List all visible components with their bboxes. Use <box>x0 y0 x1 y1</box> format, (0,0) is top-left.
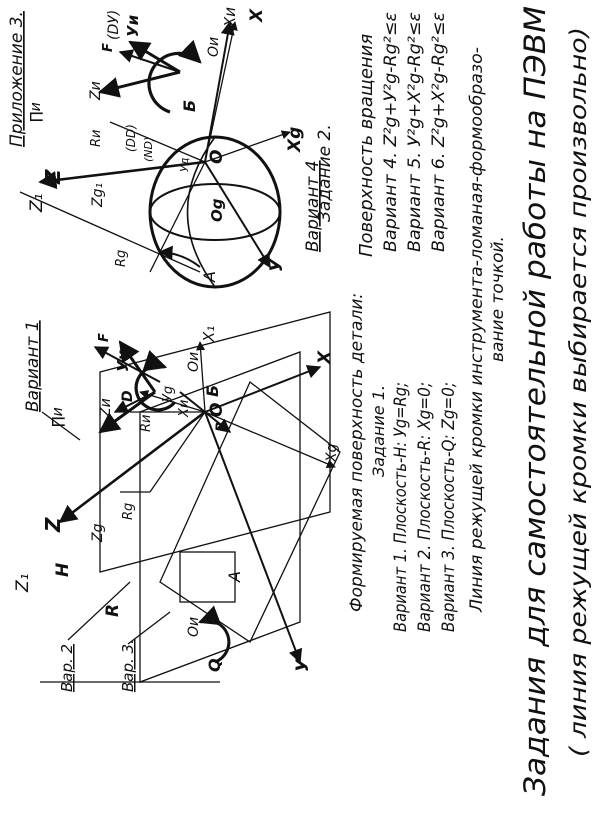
label-y: У <box>293 658 313 672</box>
task2-row-2: Вариант 5. У²g+X²g-Rg²≤ε <box>405 19 425 252</box>
label2-zg1: Zg₁ <box>90 182 106 207</box>
label2-rg: Rg <box>114 249 129 267</box>
label2-b: Б <box>180 99 199 112</box>
appendix-label: Приложение 3. <box>7 11 27 147</box>
label2-o: O <box>207 149 227 164</box>
label2-og: Og <box>208 198 226 222</box>
label-on: Oи <box>186 616 202 637</box>
label2-a: A <box>200 271 219 282</box>
edge-note-line-2: вание точкой. <box>488 236 508 362</box>
label-b: Б <box>203 384 222 397</box>
label2-y: У <box>267 258 287 272</box>
label-zg: Zg <box>90 523 106 542</box>
label-z1: Z₁ <box>13 573 33 592</box>
label-xg: Xg <box>324 443 340 462</box>
figure-variant-1 <box>13 312 340 692</box>
label2-x: X <box>247 8 267 22</box>
task1-row-3: Вариант 3. Плоскость-Q: Zg=0; <box>439 352 459 632</box>
label-xu: Xи <box>177 399 192 417</box>
label2-zu: Zи <box>88 81 104 100</box>
vector2-zu <box>100 72 180 92</box>
var3-leader <box>128 612 170 644</box>
rotation-arc-on <box>200 621 229 662</box>
label-f: F <box>97 333 112 342</box>
label2-xu: Xи <box>221 6 239 27</box>
label-a: A <box>225 571 244 582</box>
task1-heading: Формируемая поверхность детали: <box>347 292 367 612</box>
plane-q <box>160 382 340 642</box>
label-q: Q <box>205 658 224 672</box>
label2-yu: Уи <box>124 14 142 37</box>
plane-h <box>100 312 330 572</box>
label-v: В <box>214 421 230 432</box>
task1-title: Задание 1. <box>369 385 388 477</box>
caption-note: ( линия режущей кромки выбирается произвольно) <box>566 126 592 757</box>
var3-label: Вар. 3. <box>119 639 137 692</box>
var2-label: Вар. 2 <box>58 643 76 692</box>
label-r: R <box>103 603 123 617</box>
task2-row-1: Вариант 4. Z²g+У²g-Rg²≤ε <box>381 19 401 252</box>
task2-heading: Поверхность вращения <box>356 33 377 257</box>
figure1-title: Вариант 1 <box>23 320 43 412</box>
figure2-title: Вариант 4 <box>303 160 323 252</box>
label-h: H <box>53 562 73 577</box>
label-pu: ∏и <box>50 407 66 427</box>
label-x1: X₁ <box>200 325 218 342</box>
task2-title: Задание 2. <box>315 124 335 222</box>
label-o: O <box>207 402 227 417</box>
label2-ndd: (ND) <box>142 136 155 162</box>
label2-ru: Rи <box>89 129 104 147</box>
label-ou: Oи <box>186 351 202 372</box>
dim-rg <box>150 412 205 492</box>
task1-row-1: Вариант 1. Плоскость-Н: Уg=Rg; <box>391 342 411 632</box>
label2-ou: Oи <box>206 36 222 57</box>
label-yg: Уg <box>161 385 176 402</box>
figure-variant-4 <box>20 7 323 287</box>
edge-note-line-1: Линия режущей кромки инструмента-ломаная-формообразо- <box>467 57 487 612</box>
label2-pu: ∏и <box>28 102 44 122</box>
label-z: Z <box>41 517 65 532</box>
label2-z: Z <box>41 169 65 184</box>
task1-row-2: Вариант 2. Плоскость-R: Xg=0; <box>415 353 435 632</box>
label2-yd: Уд <box>178 157 191 172</box>
label2-z1: Z₁ <box>27 193 47 212</box>
label2-dy: (DУ) <box>106 9 122 40</box>
label2-f: F <box>101 43 116 52</box>
label-rg: Rg <box>121 502 136 520</box>
label-yu: Уи <box>114 349 132 372</box>
label-d: D <box>120 390 136 402</box>
rotated-content <box>7 6 592 796</box>
caption-main: Задания для самостоятельной работы на ПЭВМ <box>518 61 552 796</box>
label-zu: Zи <box>98 398 114 417</box>
label2-xg: Xg <box>285 126 305 152</box>
axis2-z1 <box>20 192 200 272</box>
task2-row-3: Вариант 6. Z²g+X²g-Rg²≤ε <box>429 17 449 252</box>
label-ru: Rи <box>139 414 154 432</box>
label-x: X <box>315 350 335 364</box>
label2-dd: (DD) <box>124 124 138 152</box>
